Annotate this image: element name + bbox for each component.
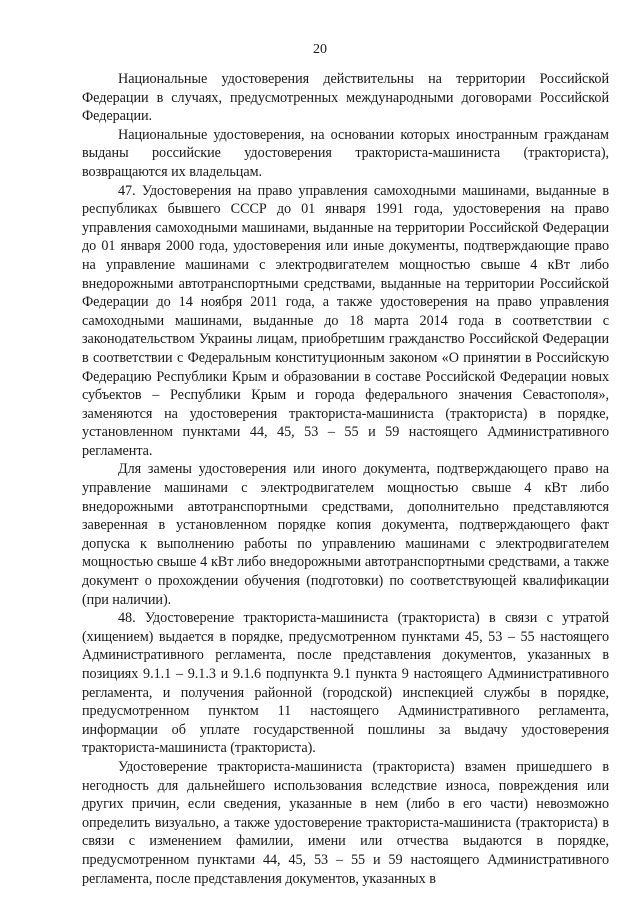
paragraph-national-licenses-return: Национальные удостоверения, на основании которых иностранным гражданам выданы российские удостоверения тракториста-машиниста (тракториста), возвращаются их владельцам.: [82, 126, 609, 180]
paragraph-replacement-documents: Для замены удостоверения или иного документа, подтверждающего право на управление машинами с электродвигателем мощностью свыше 4 кВт либо внедорожными автотранспортными средствами, дополнительно представляются заверенная в установленном порядке копия документа, подтверждающего факт допуска к выполнению работы по управлению машинами с электродвигателем мощностью свыше 4 кВт либо внедорожными автотранспортными средствами, а также документ о прохождении обучения (подготовки) по соответствующей квалификации (при наличии).: [82, 461, 609, 608]
paragraph-item-47: 47. Удостоверения на право управления самоходными машинами, выданные в республиках бывшего СССР до 01 января 1991 года, удостоверения на право управления самоходными машинами, выданные на территории Российской Федерации до 01 января 2000 года, удостоверения или иные документы, подтверждающие право на управление машинами с электродвигателем мощностью свыше 4 кВт либо внедорожными автотранспортными средствами, выданные на территории Российской Федерации до 14 ноября 2011 года, а также удостоверения на право управления самоходными машинами, выданные до 18 марта 2014 года в соответствии с законодательством Украины лицам, приобретшим гражданство Российской Федерации в соответствии с Федеральным конституционным законом «О принятии в Российскую Федерацию Республики Крым и образовании в составе Российской Федерации новых субъектов – Республики Крым и города федерального значения Севастополя», заменяются на удостоверения тракториста-машиниста (тракториста) в порядке, установленном пунктами 44, 45, 53 – 55 и 59 настоящего Административного регламента.: [82, 182, 609, 459]
page-number: 20: [313, 42, 327, 57]
paragraph-national-licenses-validity: Национальные удостоверения действительны на территории Российской Федерации в случаях, предусмотренных международными договорами Российской Федерации.: [82, 71, 609, 125]
document-body: [82, 70, 609, 888]
paragraph-item-48: 48. Удостоверение тракториста-машиниста (тракториста) в связи с утратой (хищением) выдается в порядке, предусмотренном пунктами 45, 53 – 55 настоящего Административного регламента, после представления документов, указанных в позициях 9.1.1 – 9.1.3 и 9.1.6 подпункта 9.1 пункта 9 настоящего Административного регламента, и получения районной (городской) инспекцией службы в порядке, предусмотренном пунктом 11 настоящего Административного регламента, информации об уплате государственной пошлины за выдачу удостоверения тракториста-машиниста (тракториста).: [82, 610, 609, 757]
paragraph-worn-license-replacement: Удостоверение тракториста-машиниста (тракториста) взамен пришедшего в негодность для дальнейшего использования вследствие износа, повреждения или других причин, если сведения, указанные в нем (либо в его части) невозможно определить визуально, а также удостоверение тракториста-машиниста (тракториста) в связи с изменением фамилии, имени или отчества выдаются в порядке, предусмотренном пунктами 44, 45, 53 – 55 и 59 настоящего Административного регламента, после представления документов, указанных в: [82, 758, 609, 887]
